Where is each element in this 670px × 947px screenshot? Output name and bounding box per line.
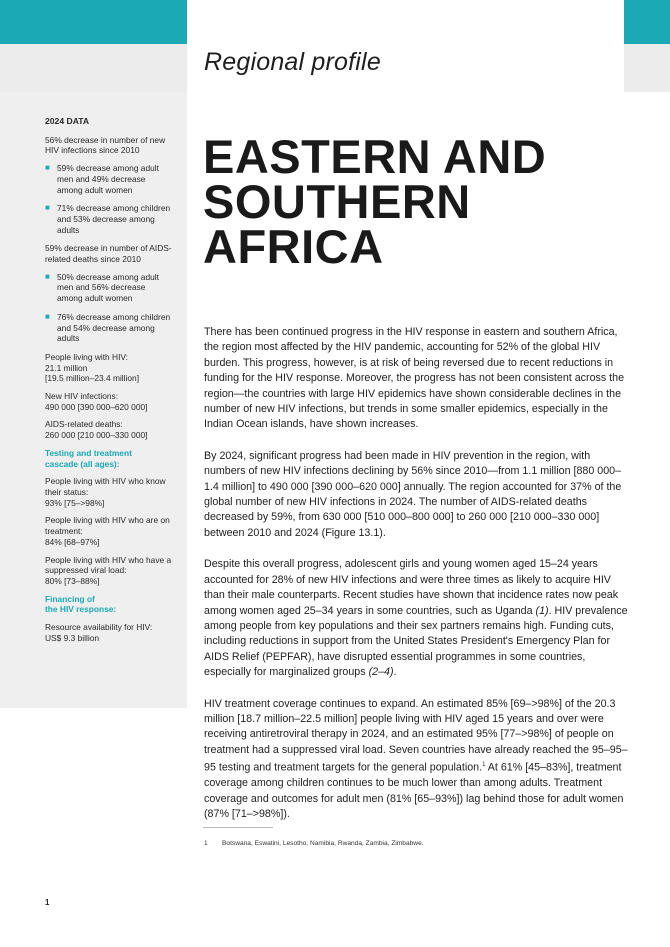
citation-link[interactable]: (2–4) xyxy=(368,666,394,679)
financing-heading: Financing of the HIV response: xyxy=(45,593,117,615)
footnote xyxy=(204,840,424,847)
list-item: ■ 71% decrease among children and 53% decrease among adults xyxy=(45,203,171,235)
new-infections-breakdown-list xyxy=(45,163,173,235)
body-text xyxy=(204,325,629,838)
header-accent-right xyxy=(624,0,670,44)
aids-deaths-stat: AIDS-related deaths: 260 000 [210 000–330 000] xyxy=(45,419,148,441)
new-infections-decrease-stat: 56% decrease in number of new HIV infections since 2010 xyxy=(45,134,166,156)
page-title: EASTERN AND SOUTHERN AFRICA xyxy=(203,130,547,273)
on-treatment-stat: People living with HIV who are on treatment: 84% [68–97%] xyxy=(45,515,170,547)
sidebar-content xyxy=(45,116,173,650)
paragraph-prevention-progress: By 2024, significant progress had been made in HIV prevention in the region, with numbers of new HIV infections declining by 56% since 2010—from 1.1 million [880 000–1.4 million] to 490 000 [390 000–620 000] annually. The region accounted for 37% of the global number of new HIV infections in 2024. The number of AIDS-related deaths decreased by 59%, from 630 000 [510 000–800 000] to 260 000 [210 000–330 000] between 2010 and 2024 (Figure 13.1). xyxy=(204,449,622,539)
deaths-decrease-stat: 59% decrease in number of AIDS-related deaths since 2010 xyxy=(45,243,172,265)
cascade-heading: Testing and treatment cascade (all ages): xyxy=(45,447,132,469)
citation-link[interactable]: (1) xyxy=(535,604,549,617)
page-number: 1 xyxy=(45,898,50,907)
list-item: ■ 76% decrease among children and 54% decrease among adults xyxy=(45,311,171,344)
footnote-divider xyxy=(203,827,273,828)
plhiv-stat: People living with HIV: 21.1 million [19.5 million–23.4 million] xyxy=(45,351,140,384)
list-item: ■ 59% decrease among adult men and 49% decrease among adult women xyxy=(45,163,159,195)
header-accent-left xyxy=(0,0,187,44)
footnote-number: 1 xyxy=(204,840,208,847)
sidebar-heading: 2024 DATA xyxy=(45,116,90,126)
bullet-icon: ■ xyxy=(45,271,50,281)
footnote-text: Botswana, Eswatini, Lesotho, Namibia, Rwanda, Zambia, Zimbabwe. xyxy=(222,840,424,847)
deaths-breakdown-list xyxy=(45,272,173,344)
resource-availability-stat: Resource availability for HIV: US$ 9.3 billion xyxy=(45,622,153,643)
bullet-icon: ■ xyxy=(45,311,50,321)
paragraph-regional-overview: There has been continued progress in the HIV response in eastern and southern Africa, the region most affected by the HIV pandemic, accounting for 52% of the global HIV burden. This progress, however, is at risk of being reversed due to recent reductions in funding for the HIV response. Moreover, the progress has not been consistent across the region—the countries with large HIV epidemics have shown considerable declines in the number of new HIV infections, but trends in some smaller epidemics, especially in the Indian Ocean islands, have shown increases. xyxy=(204,326,625,431)
footnote-marker[interactable]: 1 xyxy=(482,762,486,769)
bullet-icon: ■ xyxy=(45,203,50,213)
bullet-icon: ■ xyxy=(45,163,50,173)
suppressed-viral-load-stat: People living with HIV who have a suppressed viral load: 80% [73–88%] xyxy=(45,554,172,586)
know-status-stat: People living with HIV who know their status: 93% [75–>98%] xyxy=(45,476,166,508)
regional-profile-label: Regional profile xyxy=(204,48,381,76)
paragraph-treatment-coverage: HIV treatment coverage continues to expand. An estimated 85% [69–>98%] of the 20.3 million [18.7 million–22.5 million] people living with HIV aged 15 years and over were receiving antiretroviral therapy in 2024, and an estimated 95% [77–>98%] of people on treatment had a suppressed viral load. Seven countries have already reached the 95–95–95 testing and treatment targets for the general population.$^1$ At 61% [45–83%], treatment coverage among children continues to be much lower than among adults. Treatment coverage and outcomes for adult men (81% [65–93%]) lag behind those for adult women (87% [71–>98%]). xyxy=(204,697,628,820)
paragraph-adolescent-girls: Despite this overall progress, adolescent girls and young women aged 15–24 years accounted for 28% of new HIV infections and were three times as likely to acquire HIV than their male counterparts. Recent studies have shown that incidence rates now peak among women aged 25–34 years in some countries, such as Uganda (1). HIV prevalence among people from key populations and their sex partners remains high. Funding cuts, including reductions in support from the United States President's Emergency Plan for AIDS Relief (PEPFAR), have disrupted essential programmes in some countries, especially for marginalized groups (2–4). xyxy=(204,558,628,679)
list-item: ■ 50% decrease among adult men and 56% decrease among adult women xyxy=(45,271,159,304)
header-title-panel xyxy=(187,0,624,92)
new-infections-stat: New HIV infections: 490 000 [390 000–620 000] xyxy=(45,391,148,412)
